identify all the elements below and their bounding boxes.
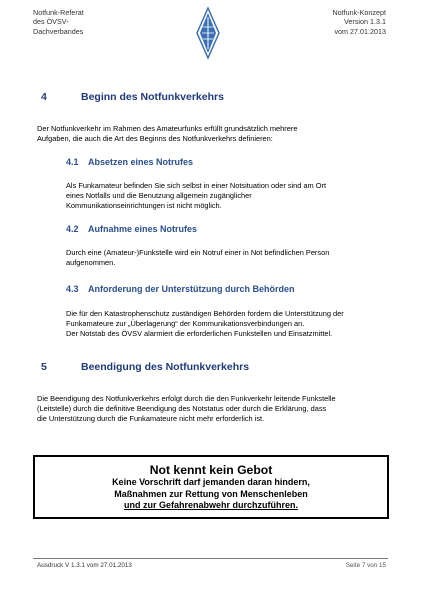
text-line: Funkamateure zur „Überlagerung“ der Kommunikationsverbindungen an. [66,319,305,328]
section-4-2-text [66,248,329,268]
header-right [332,8,386,36]
section-number: 4.1 [66,157,79,167]
section-5-heading [41,361,249,373]
header-right-line: Version 1.3.1 [344,17,386,27]
section-4-intro [37,124,297,144]
text-line: (Leitstelle) durch die definitive Beendigung des Notstatus oder durch die Erklärung, dass [37,404,327,413]
header-left-line: Dachverbandes [33,26,84,36]
section-5-text [37,394,336,424]
text-line: Durch eine (Amateur-)Funkstelle wird ein Notruf einer in Not befindlichen Person [66,248,330,257]
motto-line: Maßnahmen zur Rettung von Menschenleben [114,488,308,499]
section-title: Absetzen eines Notrufes [88,157,194,167]
section-title: Anforderung der Unterstützung durch Behörden [88,284,295,294]
section-title: Beginn des Notfunkverkehrs [81,91,224,103]
section-number: 4 [41,91,47,103]
oevsv-logo-icon [196,7,220,59]
text-line: Aufgaben, die auch die Art des Beginns des Notfunkverkehrs definieren: [37,134,273,143]
section-4-1-heading [66,157,193,167]
header-left-line: des ÖVSV- [33,17,69,27]
footer-print-info: Ausdruck V 1.3.1 vom 27.01.2013 [37,562,132,569]
text-line: Als Funkamateur befinden Sie sich selbst in einer Notsituation oder sind am Ort [66,181,327,190]
text-line: Der Notstab des ÖVSV alarmiert die erforderlichen Funkstellen und Einsatzmittel. [66,329,333,338]
footer-page-number: Seite 7 von 15 [345,562,386,569]
text-line: aufgenommen. [66,258,116,267]
text-line: die Unterstützung durch die Funkamateure nicht mehr erforderlich ist. [37,414,265,423]
section-title: Aufnahme eines Notrufes [88,224,198,234]
motto-line: Keine Vorschrift darf jemanden daran hindern, [112,477,310,487]
footer-divider [33,558,388,559]
header-right-line: vom 27.01.2013 [334,26,386,36]
section-4-3-text [66,309,344,339]
section-4-1-text [66,181,326,211]
text-line: Die für den Katastrophenschutz zuständigen Behörden fordern die Unterstützung der [66,309,344,318]
section-4-heading [41,91,224,103]
text-line: Kommunikationseinrichtungen ist nicht möglich. [66,201,222,210]
text-line: Die Beendigung des Notfunkverkehrs erfolgt durch die den Funkverkehr leitende Funkstelle [37,394,336,403]
header-right-line: Notfunk-Konzept [332,8,386,17]
section-number: 4.2 [66,224,79,234]
motto-title: Not kennt kein Gebot [149,463,273,477]
section-number: 4.3 [66,284,79,294]
header-left-line: Notfunk-Referat [33,8,84,17]
text-line: eines Notfalls und die Benutzung allgemein zugänglicher [66,191,252,200]
section-4-3-heading [66,284,295,294]
section-title: Beendigung des Notfunkverkehrs [81,361,250,373]
header-left [33,8,84,36]
motto-line: und zur Gefahrenabwehr durchzuführen. [123,500,298,510]
section-number: 5 [41,361,47,373]
section-4-2-heading [66,224,197,234]
motto-box [33,455,389,519]
text-line: Der Notfunkverkehr im Rahmen des Amateurfunks erfüllt grundsätzlich mehrere [37,124,298,133]
